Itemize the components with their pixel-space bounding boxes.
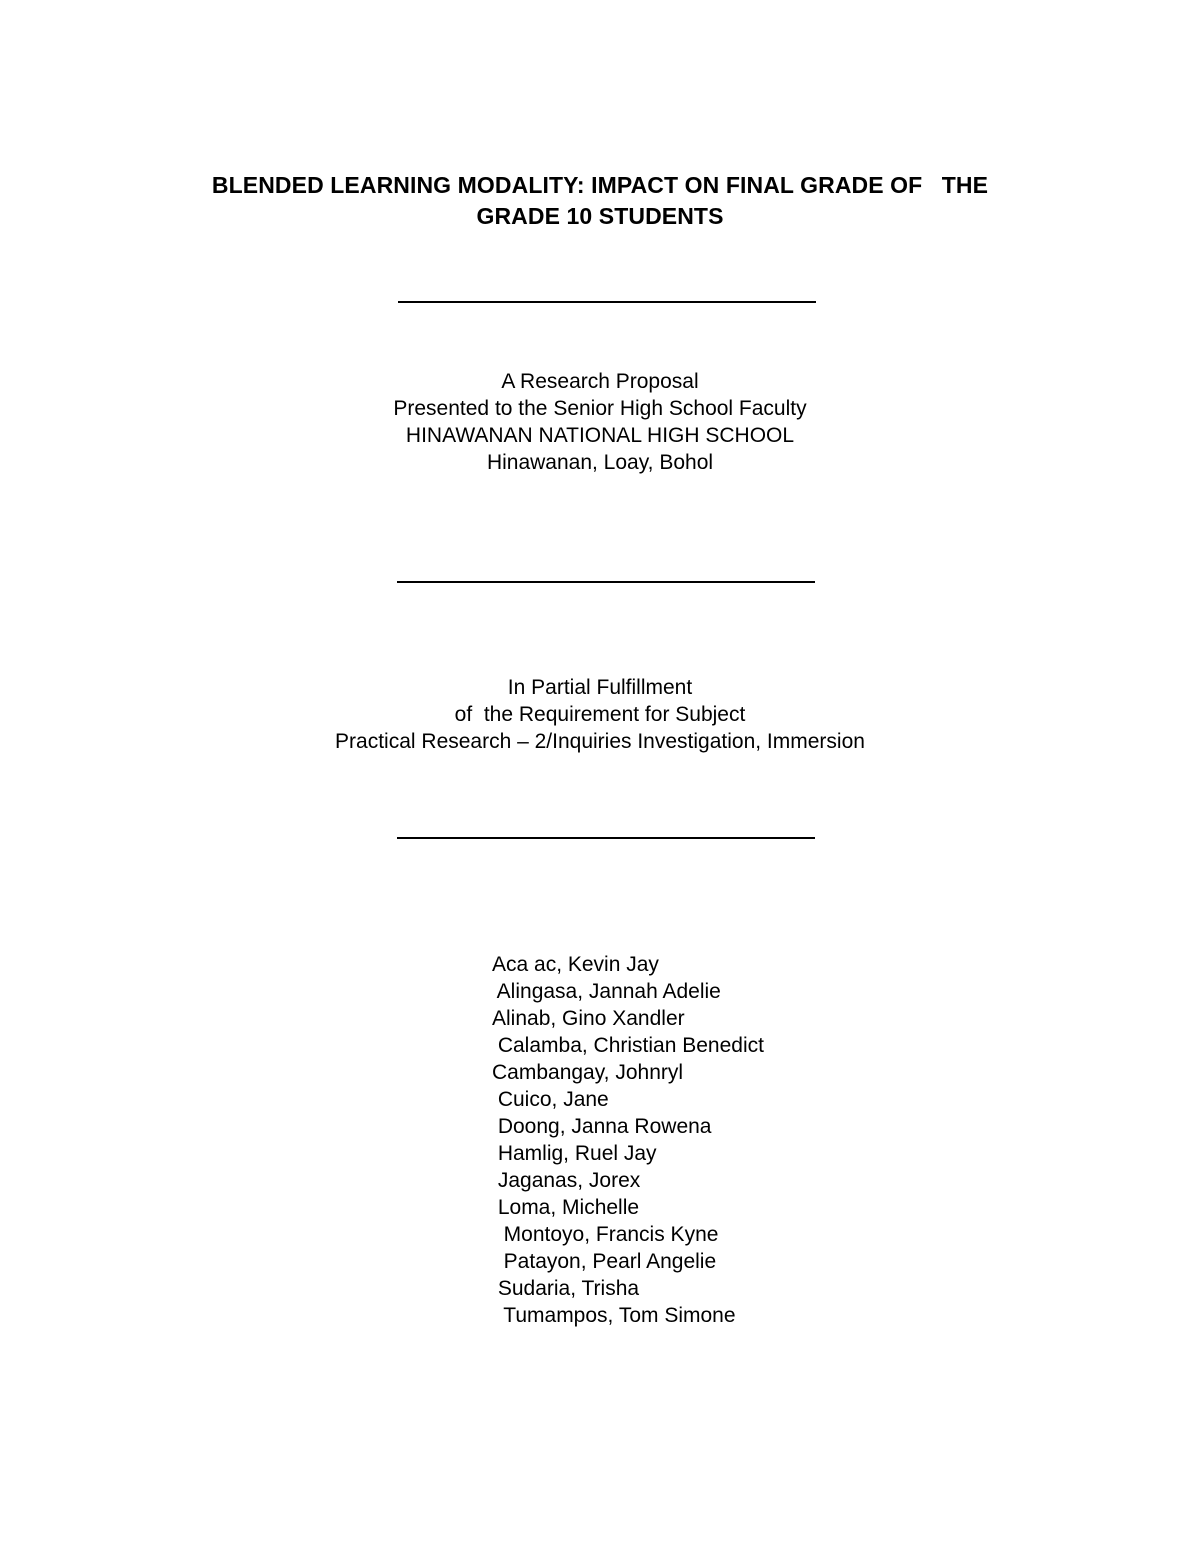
member-name: Alingasa, Jannah Adelie: [492, 980, 721, 1003]
member-name: Cuico, Jane: [492, 1088, 609, 1111]
title-line-2: GRADE 10 STUDENTS: [476, 203, 724, 229]
divider-line: [397, 581, 815, 583]
member-name: Cambangay, Johnryl: [492, 1061, 684, 1084]
fulfillment-line-2: of the Requirement for Subject: [454, 703, 746, 726]
title-line-1: BLENDED LEARNING MODALITY: IMPACT ON FINAL GRADE OF THE: [211, 172, 989, 198]
school-address: Hinawanan, Loay, Bohol: [486, 451, 714, 474]
member-name: Patayon, Pearl Angelie: [492, 1250, 717, 1273]
proposal-block: [100, 368, 1100, 476]
member-name: Loma, Michelle: [492, 1196, 640, 1219]
subject-line: Practical Research – 2/Inquiries Investigation, Immersion: [335, 730, 865, 753]
member-name: Tumampos, Tom Simone: [492, 1304, 736, 1327]
member-name: Aca ac, Kevin Jay: [492, 953, 659, 976]
fulfillment-line-1: In Partial Fulfillment: [507, 676, 693, 699]
member-name: Jaganas, Jorex: [492, 1169, 641, 1192]
divider-line: [398, 301, 816, 303]
proposal-line-2: Presented to the Senior High School Faculty: [393, 397, 807, 420]
member-name: Sudaria, Trisha: [492, 1277, 640, 1300]
fulfillment-block: [100, 674, 1100, 755]
member-name: Hamlig, Ruel Jay: [492, 1142, 657, 1165]
member-name: Doong, Janna Rowena: [492, 1115, 712, 1138]
member-name: Montoyo, Francis Kyne: [492, 1223, 719, 1246]
proposal-line-1: A Research Proposal: [501, 370, 699, 393]
member-list: [492, 951, 992, 1329]
member-name: Calamba, Christian Benedict: [492, 1034, 764, 1057]
member-name: Alinab, Gino Xandler: [492, 1007, 685, 1030]
divider-line: [397, 837, 815, 839]
document-title: [100, 170, 1100, 232]
school-name: HINAWANAN NATIONAL HIGH SCHOOL: [405, 424, 795, 447]
